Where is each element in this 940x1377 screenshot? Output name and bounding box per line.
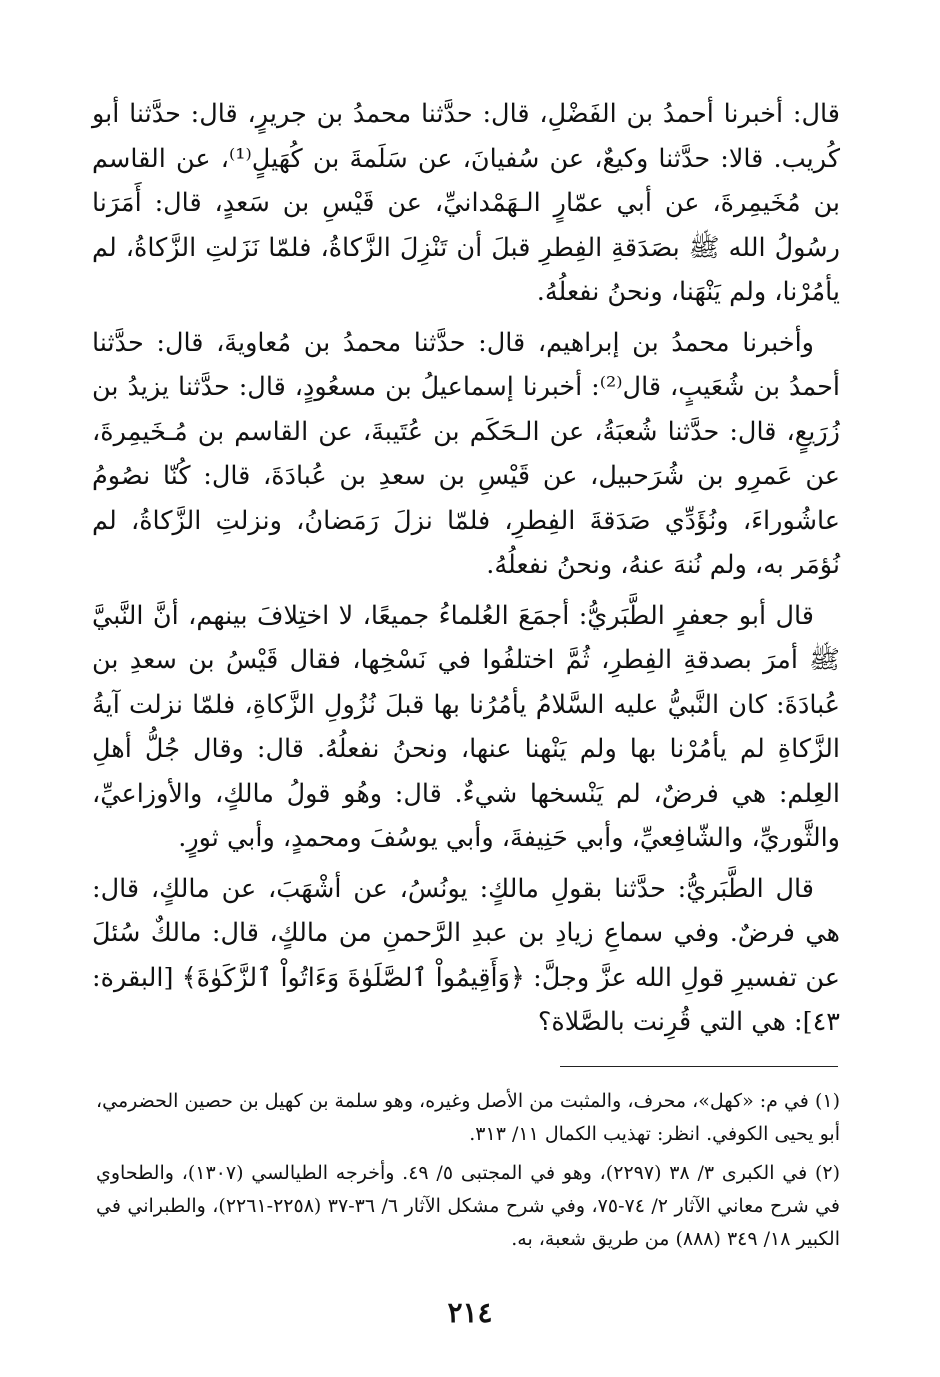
- footnotes: [96, 1085, 840, 1262]
- footnote-2: (٢) في الكبرى ٣/ ٣٨ (٢٢٩٧)، وهو في المجتبى ٥/ ٤٩. وأخرجه الطيالسي (١٣٠٧)، والطحاوي في شرح معاني الآثار ٢/ ٧٤-٧٥، وفي شرح مشكل الآثار ٦/ ٣٦-٣٧ (٢٢٥٨-٢٢٦١)، والطبراني في الكبير ١٨/ ٣٤٩ (٨٨٨) من طريق شعبة، به.: [96, 1162, 841, 1250]
- footnote-1: (١) في م: «كهل»، محرف، والمثبت من الأصل وغيره، وهو سلمة بن كهيل بن حصين الحضرمي، أبو يحيى الكوفي. انظر: تهذيب الكمال ١١/ ٣١٣.: [96, 1090, 840, 1145]
- paragraph-3: قال أبو جعفرٍ الطَّبَريُّ: أجمَعَ العُلماءُ جميعًا، لا اختِلافَ بينهم، أنَّ النَّبيَّ ﷺ أمرَ بصدقةِ الفِطرِ، ثُمَّ اختلفُوا في نَسْخِها، فقال قَيْسُ بن سعدِ بن عُبادَةَ: كان النَّبيُّ عليه السَّلامُ يأمُرُنا بها قبلَ نُزُولِ الزَّكاةِ، فلمّا نزلت آيةُ الزَّكاةِ لم يأمُرْنا بها ولم يَنْهنا عنها، ونحنُ نفعلُهُ. قال: وقال جُلُّ أهلِ العِلم: هي فرضٌ، لم يَنْسخها شيءٌ. قال: وهُو قولُ مالكٍ، والأوزاعيِّ، والثَّوريِّ، والشّافِعيِّ، وأبي حَنِيفةَ، وأبي يوسُفَ ومحمدٍ، وأبي ثورٍ.: [92, 600, 840, 853]
- main-text: [92, 92, 840, 1051]
- paragraph-1: قال: أخبرنا أحمدُ بن الفَضْلِ، قال: حدَّثنا محمدُ بن جريرٍ، قال: حدَّثنا أبو كُريب. قالا: حدَّثنا وكيعٌ، عن سُفيانَ، عن سَلَمةَ بن كُهَيلٍ⁽¹⁾، عن القاسم بن مُخَيمِرةَ، عن أبي عمّارٍ الـهَمْدانيِّ، عن قَيْسِ بن سَعدٍ، قال: أَمَرَنا رسُولُ الله ﷺ بصَدَقةِ الفِطرِ قبلَ أن تَنْزِلَ الزَّكاةُ، فلمّا نَزَلتِ الزَّكاةُ، لم يأمُرْنا، ولم يَنْهَنا، ونحنُ نفعلُهُ.: [92, 99, 840, 307]
- paragraph-4: قال الطَّبَريُّ: حدَّثنا بقولِ مالكٍ: يونُسُ، عن أشْهَبَ، عن مالكٍ، قال: هي فرضٌ. وفي سماعِ زيادِ بن عبدِ الرَّحمنِ من مالكٍ، قال: مالكٌ سُئلَ عن تفسيرِ قولِ الله عزَّ وجلَّ: ﴿وَأَقِيمُواْ ٱلصَّلَوٰةَ وَءَاتُواْ ٱلزَّكَوٰةَ﴾ [البقرة: ٤٣]: هي التي قُرِنت بالصَّلاة؟: [92, 873, 840, 1037]
- footnote-divider: [560, 1066, 838, 1067]
- page-number: ٢١٤: [447, 1296, 493, 1329]
- paragraph-2: وأخبرنا محمدُ بن إبراهيم، قال: حدَّثنا محمدُ بن مُعاويةَ، قال: حدَّثنا أحمدُ بن شُعَيبٍ، قال⁽²⁾: أخبرنا إسماعيلُ بن مسعُودٍ، قال: حدَّثنا يزيدُ بن زُرَيعٍ، قال: حدَّثنا شُعبَةُ، عن الـحَكَم بن عُتَيبةَ، عن القاسم بن مُـخَيمِرةَ، عن عَمرِو بن شُرَحبيل، عن قَيْسِ بن سعدِ بن عُبادَةَ، قال: كُنّا نصُومُ عاشُوراءَ، ونُؤَدِّي صَدَقةَ الفِطرِ، فلمّا نزلَ رَمَضانُ، ونزلتِ الزَّكاةُ، لم نُؤمَر به، ولم نُنهَ عنهُ، ونحنُ نفعلُهُ.: [92, 327, 840, 580]
